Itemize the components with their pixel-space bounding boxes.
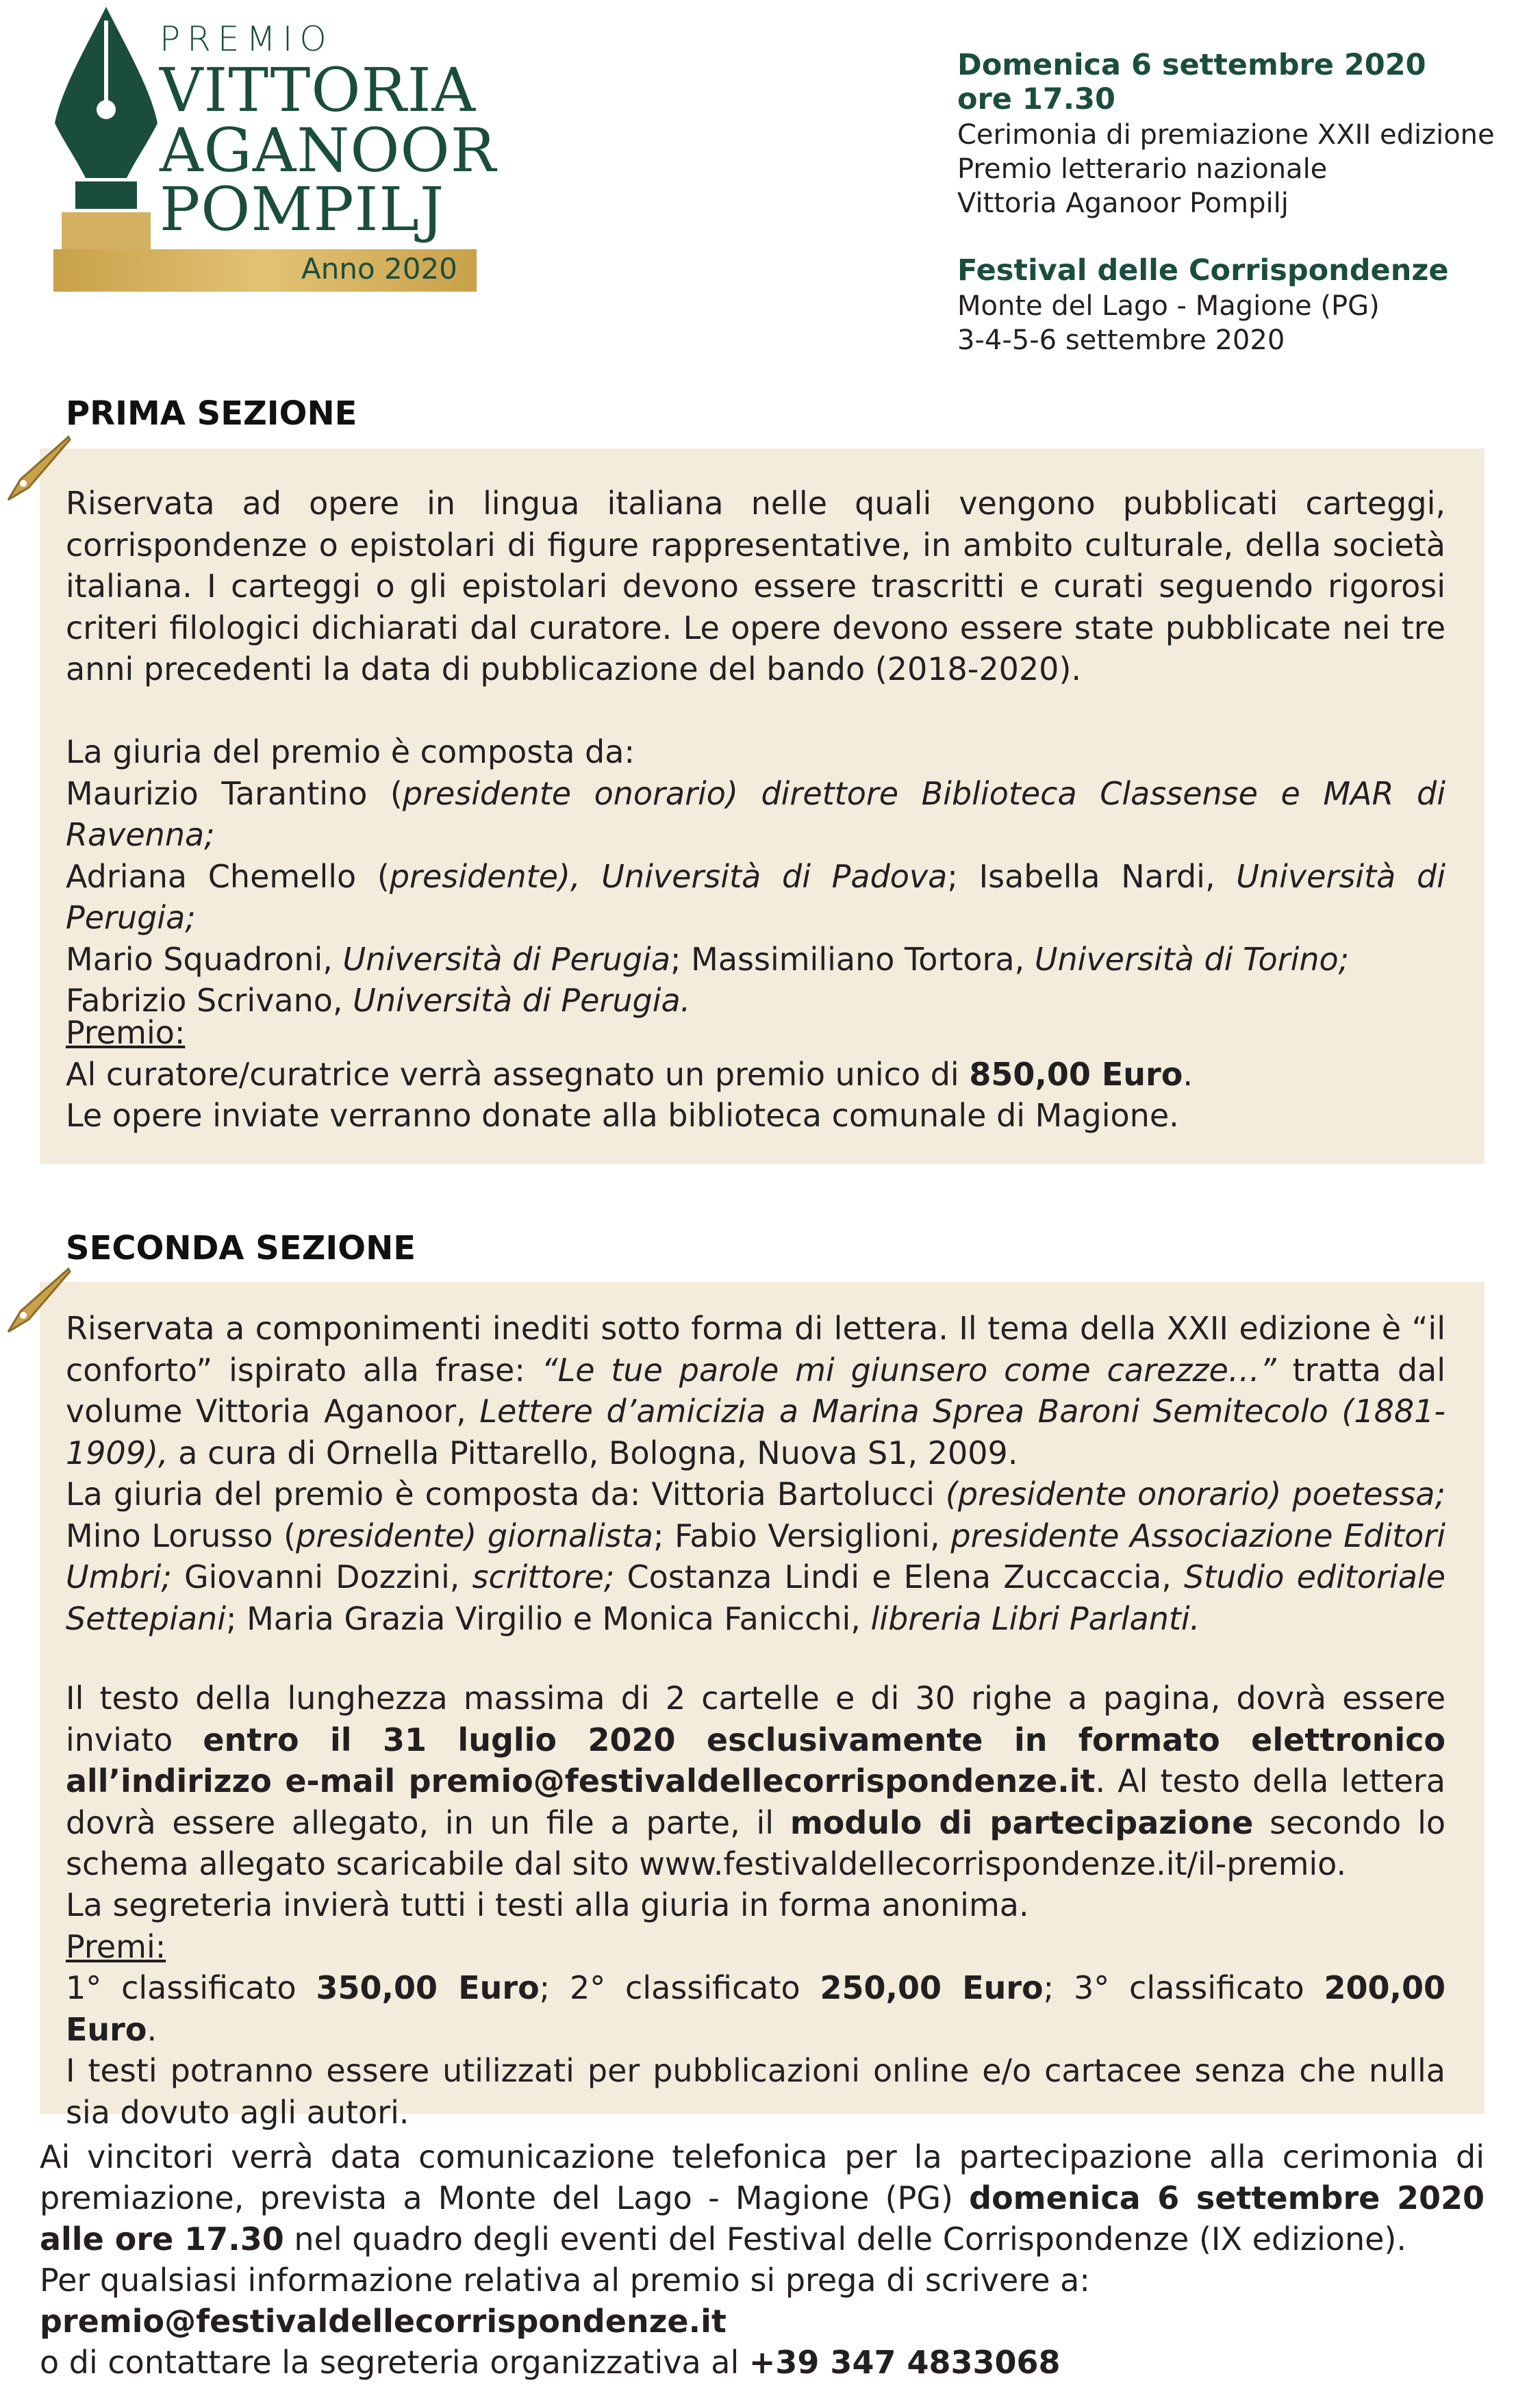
prizes-line: 1° classificato 350,00 Euro; 2° classificato 250,00 Euro; 3° classificato 200,00 Euro. (66, 1969, 1446, 2048)
nib-icon (0, 431, 75, 507)
anonymity-line: La segreteria invierà tutti i testi alla giuria in forma anonima. (66, 1886, 1029, 1923)
section-1-title: PRIMA SEZIONE (66, 394, 357, 433)
prize-text: Premio letterario nazionale (957, 153, 1328, 185)
nib-icon (0, 1263, 75, 1339)
event-time: ore 17.30 (957, 82, 1115, 116)
prize-label: Premio: (66, 1014, 186, 1051)
logo-premio-text: PREMIO (160, 19, 333, 59)
jury-member-4: Fabrizio Scrivano, Università di Perugia. (66, 982, 691, 1019)
contact-email[interactable]: premio@festivaldellecorrispondenze.it (40, 2303, 727, 2340)
festival-dates: 3-4-5-6 settembre 2020 (957, 325, 1285, 356)
ceremony-text: Cerimonia di premiazione XXII edizione (957, 119, 1495, 151)
logo-line-3: POMPILJ (160, 174, 445, 244)
fountain-pen-nib-icon (48, 7, 164, 253)
donation-line: Le opere inviate verranno donate alla biblioteca comunale di Magione. (66, 1097, 1179, 1134)
prize-name: Vittoria Aganoor Pompilj (957, 188, 1289, 219)
section-2-submission: Il testo della lunghezza massima di 2 cartelle e di 30 righe a pagina, dovrà essere inviato entro il 31 luglio 2020 esclusivamente in formato elettronico all’indirizzo e-mail premio@festivaldellecorrispondenze.it. Al testo della lettera dovrà essere allegato, in un file a parte, il modulo di partecipazione secondo lo schema allegato scaricabile dal sito www.festivaldellecorrispondenze.it/il-premio. (66, 1680, 1446, 1882)
footer-text: Ai vincitori verrà data comunicazione telefonica per la partecipazione alla cerimonia di premiazione, prevista a Monte del Lago - Magione (PG) domenica 6 settembre 2020 alle ore 17.30 nel quadro degli eventi del Festival delle Corrispondenze (IX edizione). Per qualsiasi informazione relativa al premio si prega di scrivere a: premio@festivaldellecorrispondenze.it o di contattare la segreteria organizzativa al +39 347 4833068 (40, 2136, 1485, 2383)
section-2-jury: La giuria del premio è composta da: Vittoria Bartolucci (presidente onorario) poetessa; Mino Lorusso (presidente) giornalista; Fabio Versiglioni, presidente Associazione Editori Umbri; Giovanni Dozzini, scrittore; Costanza Lindi e Elena Zuccaccia, Studio editoriale Settepiani; Maria Grazia Virgilio e Monica Fanicchi, libreria Libri Parlanti. (66, 1476, 1446, 1637)
contact-phone[interactable]: +39 347 4833068 (748, 2344, 1061, 2381)
logo-line-1: VITTORIA (160, 55, 477, 125)
festival-place: Monte del Lago - Magione (PG) (957, 290, 1380, 322)
usage-line: I testi potranno essere utilizzati per pubblicazioni online e/o cartacee senza che nulla sia dovuto agli autori. (66, 2052, 1446, 2131)
prizes-label: Premi: (66, 1927, 166, 1965)
jury-member-2: Adriana Chemello (presidente), Università di Padova; Isabella Nardi, Università di Perugia; (66, 857, 1446, 936)
section-1-description: Riservata ad opere in lingua italiana nelle quali vengono pubblicati carteggi, corrispondenze o epistolari di figure rappresentative, in ambito culturale, della società italiana. I carteggi o gli epistolari devono essere trascritti e curati seguendo rigorosi criteri filologici dichiarati dal curatore. Le opere devono essere state pubblicate nei tre anni precedenti la data di pubblicazione del bando (2018-2020). (66, 485, 1446, 687)
section-2-prizes (66, 1884, 1446, 2133)
logo-year: Anno 2020 (301, 252, 457, 286)
section-2-description: Riservata a componimenti inediti sotto forma di lettera. Il tema della XXII edizione è “il conforto” ispirato alla frase: “Le tue parole mi giunsero come carezze…” tratta dal volume Vittoria Aganoor, Lettere d’amicizia a Marina Sprea Baroni Semitecolo (1881-1909), a cura di Ornella Pittarello, Bologna, Nuova S1, 2009. (66, 1310, 1446, 1471)
contact-intro: Per qualsiasi informazione relativa al premio si prega di scrivere a: (40, 2262, 1090, 2299)
jury-intro: La giuria del premio è composta da: (66, 733, 635, 770)
section-2-title: SECONDA SEZIONE (66, 1229, 416, 1267)
premio-logo (0, 0, 520, 301)
festival-name: Festival delle Corrispondenze (957, 253, 1449, 288)
section-1-prize (66, 1012, 1446, 1137)
contact-phone-line: o di contattare la segreteria organizzativa al +39 347 4833068 (40, 2344, 1061, 2381)
jury-member-3: Mario Squadroni, Università di Perugia; Massimiliano Tortora, Università di Torino; (66, 940, 1350, 978)
prize-amount-line: Al curatore/curatrice verrà assegnato un premio unico di 850,00 Euro. (66, 1055, 1193, 1093)
section-1-jury (66, 731, 1446, 1022)
event-date: Domenica 6 settembre 2020 (957, 48, 1426, 82)
jury-member-1: Maurizio Tarantino (presidente onorario) direttore Biblioteca Classense e MAR di Ravenna; (66, 774, 1446, 853)
logo-line-2: AGANOOR (160, 115, 496, 186)
